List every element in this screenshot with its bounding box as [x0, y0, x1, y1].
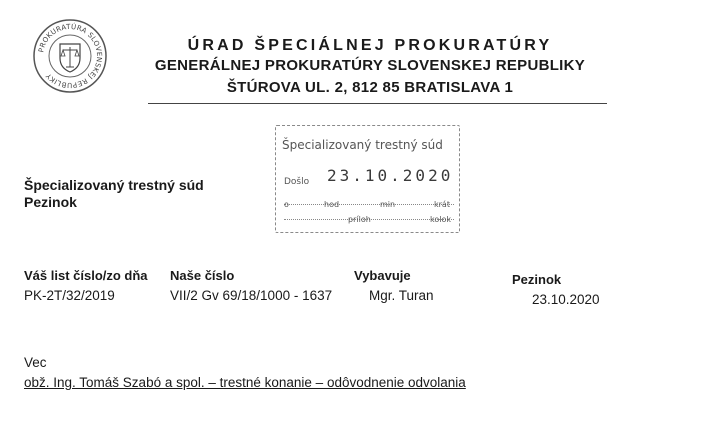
header-divider — [148, 103, 607, 104]
letter-date: 23.10.2020 — [532, 292, 600, 307]
stamp-date-label: Došlo — [284, 177, 310, 187]
stamp-prilohy: príloh — [348, 215, 371, 224]
stamp-hod: hod — [324, 200, 340, 209]
stamp-o: o — [284, 200, 289, 209]
stamp-kolok: kolok — [430, 215, 451, 224]
subject-text: obž. Ing. Tomáš Szabó a spol. – trestné konanie – odôvodnenie odvolania — [24, 375, 466, 390]
office-address: ŠTÚROVA UL. 2, 812 85 BRATISLAVA 1 — [226, 79, 514, 96]
stamp-min: min — [380, 200, 396, 209]
handled-by-value: Mgr. Turan — [369, 288, 434, 303]
stamp-krat: krát — [434, 200, 450, 209]
prosecution-seal-emblem — [32, 18, 108, 94]
place-label: Pezinok — [512, 272, 562, 287]
office-name: ÚRAD ŠPECIÁLNEJ PROKURATÚRY — [187, 37, 553, 54]
stamp-title: Špecializovaný trestný súd — [282, 138, 443, 152]
stamp-time-row — [284, 200, 454, 209]
receipt-stamp — [275, 125, 460, 233]
our-number-label: Naše číslo — [170, 268, 235, 283]
parent-office-name: GENERÁLNEJ PROKURATÚRY SLOVENSKEJ REPUBLIKY — [154, 57, 586, 74]
handled-by-label: Vybavuje — [354, 268, 411, 283]
addressee-name: Špecializovaný trestný súd — [24, 177, 204, 193]
stamp-attachments-row — [284, 215, 454, 224]
your-letter-value: PK-2T/32/2019 — [24, 288, 115, 303]
subject-label: Vec — [24, 355, 47, 370]
addressee-city: Pezinok — [24, 194, 77, 210]
seal-ring-text: PROKURATÚRA SLOVENSKEJ REPUBLIKY — [37, 22, 104, 90]
your-letter-label: Váš list číslo/zo dňa — [24, 268, 148, 283]
our-number-value: VII/2 Gv 69/18/1000 - 1637 — [170, 288, 333, 303]
stamp-date: 23.10.2020 — [327, 166, 454, 185]
